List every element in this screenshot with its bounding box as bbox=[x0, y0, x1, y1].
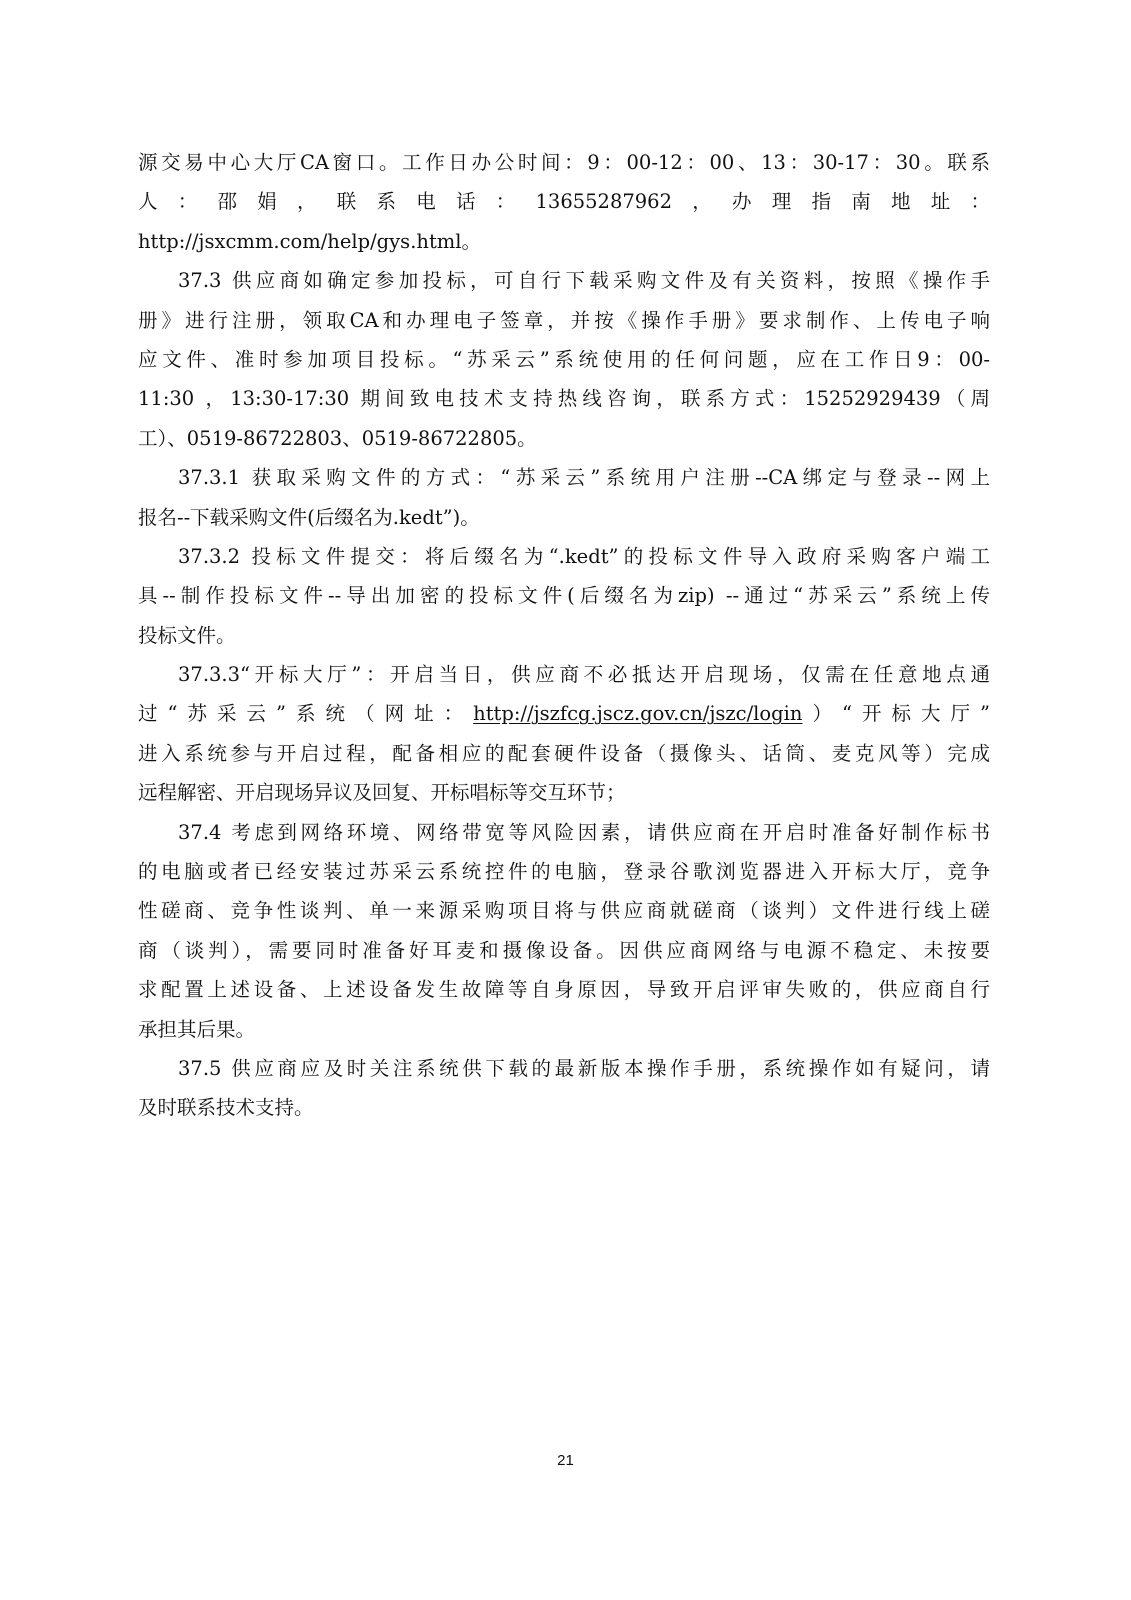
paragraph-37-3-2 bbox=[138, 537, 990, 655]
text-line: 远程解密、开启现场异议及回复、开标唱标等交互环节； bbox=[138, 781, 626, 805]
text-line: 37.5 供应商应及时关注系统供下载的最新版本操作手册，系统操作如有疑问，请 bbox=[178, 1056, 990, 1080]
text-line: 承担其后果。 bbox=[138, 1017, 256, 1041]
text-line: 11:30 ，13:30-17:30 期间致电技术支持热线咨询，联系方式：15252929439（周 bbox=[138, 387, 990, 411]
text-line bbox=[138, 694, 990, 733]
text-line: 37.3 供应商如确定参加投标，可自行下载采购文件及有关资料，按照《操作手 bbox=[178, 269, 990, 293]
login-url-link[interactable]: http://jszfcg.jscz.gov.cn/jszc/login bbox=[473, 702, 803, 726]
paragraph-37-5 bbox=[138, 1049, 990, 1128]
page-number: 21 bbox=[557, 1452, 574, 1469]
text-line: 人：邵娟，联系电话：13655287962，办理指南地址： bbox=[138, 190, 990, 214]
text-line: http://jsxcmm.com/help/gys.html。 bbox=[138, 229, 482, 253]
text-line: 性磋商、竞争性谈判、单一来源采购项目将与供应商就磋商（谈判）文件进行线上磋 bbox=[138, 899, 990, 923]
paragraph-ca-office-contact bbox=[138, 143, 990, 261]
text-line: 37.4 考虑到网络环境、网络带宽等风险因素，请供应商在开启时准备好制作标书 bbox=[178, 820, 990, 844]
document-body bbox=[138, 143, 990, 1128]
text-line: 源交易中心大厅CA窗口。工作日办公时间：9：00-12：00、13：30-17：30。联系 bbox=[138, 151, 990, 174]
text-segment: 过“苏采云”系统（网址： bbox=[138, 702, 474, 726]
text-line: 的电脑或者已经安装过苏采云系统控件的电脑，登录谷歌浏览器进入开标大厅，竞争 bbox=[138, 860, 990, 884]
text-line: 应文件、准时参加项目投标。“苏采云”系统使用的任何问题，应在工作日9：00- bbox=[138, 347, 990, 371]
text-line: 及时联系技术支持。 bbox=[138, 1096, 314, 1120]
text-line: 册》进行注册，领取CA和办理电子签章，并按《操作手册》要求制作、上传电子响 bbox=[138, 308, 990, 332]
text-line: 求配置上述设备、上述设备发生故障等自身原因，导致开启评审失败的，供应商自行 bbox=[138, 978, 990, 1002]
text-line: 工）、0519-86722803、0519-86722805。 bbox=[138, 426, 537, 450]
text-line: 投标文件。 bbox=[138, 623, 236, 647]
text-line: 商（谈判），需要同时准备好耳麦和摄像设备。因供应商网络与电源不稳定、未按要 bbox=[138, 938, 990, 962]
text-line: 具--制作投标文件--导出加密的投标文件(后缀名为zip) --通过“苏采云”系统上传 bbox=[138, 584, 990, 608]
text-segment: ）“开标大厅” bbox=[802, 702, 990, 726]
text-line: 报名--下载采购文件(后缀名为.kedt”)。 bbox=[138, 505, 480, 529]
text-line: 37.3.3“开标大厅”：开启当日，供应商不必抵达开启现场，仅需在任意地点通 bbox=[178, 663, 990, 687]
text-line: 进入系统参与开启过程，配备相应的配套硬件设备（摄像头、话筒、麦克风等）完成 bbox=[138, 741, 990, 765]
paragraph-37-3 bbox=[138, 261, 990, 458]
text-line: 37.3.1 获取采购文件的方式：“苏采云”系统用户注册--CA绑定与登录--网上 bbox=[178, 466, 990, 490]
paragraph-37-3-1 bbox=[138, 458, 990, 537]
paragraph-37-4 bbox=[138, 813, 990, 1049]
paragraph-37-3-3 bbox=[138, 655, 990, 813]
text-line: 37.3.2 投标文件提交：将后缀名为“.kedt”的投标文件导入政府采购客户端工 bbox=[178, 544, 990, 568]
